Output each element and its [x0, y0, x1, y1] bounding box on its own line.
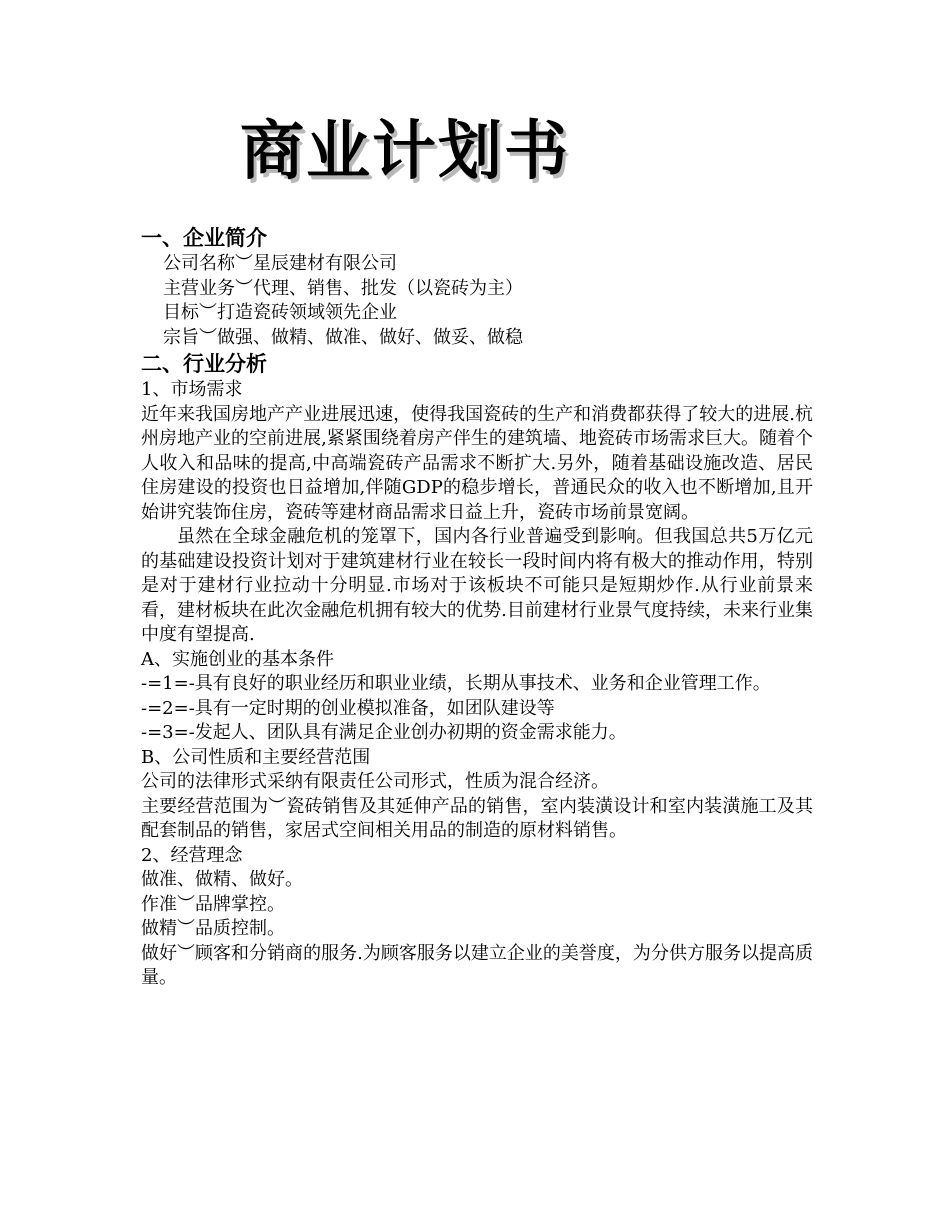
section-heading-industry-analysis: 二、行业分析 — [141, 352, 267, 376]
subheading-market-demand: 1、市场需求 — [141, 379, 243, 400]
section-heading-company-intro: 一、企业简介 — [141, 226, 267, 250]
purpose-line: 宗旨︶做强、做精、做准、做好、做妥、做稳 — [163, 326, 523, 348]
company-nature-line: 公司的法律形式采纳有限责任公司形式，性质为混合经济。 — [141, 771, 609, 792]
condition-item-1: -=1=-具有良好的职业经历和职业业绩，长期从事技术、业务和企业管理工作。 — [141, 673, 771, 694]
philosophy-brand-control: 作准︶品牌掌控。 — [141, 893, 285, 915]
philosophy-quality-control: 做精︶品质控制。 — [141, 918, 285, 939]
paragraph-market-demand: 近年来我国房地产产业进展迅速，使得我国瓷砖的生产和消费都获得了较大的进展.杭州房地产业的空前进展,紧紧围绕着房产伴生的建筑墙、地瓷砖市场需求巨大。随着个人收入和品味的提高,中高端瓷砖产品需求不断扩大.另外，随着基础设施改造、居民住房建设的投资也日益增加,伴随GDP的稳步增长，普通民众的收入也不断增加,且开始讲究装饰住房，瓷砖等建材商品需求日益上升，瓷砖市场前景宽阔。 — [141, 403, 813, 523]
subheading-company-nature: B、公司性质和主要经营范围 — [141, 746, 371, 768]
condition-item-3: -=3=-发起人、团队具有满足企业创办初期的资金需求能力。 — [141, 722, 627, 743]
business-scope-paragraph: 主要经营范围为︶瓷砖销售及其延伸产品的销售，室内装潢设计和室内装潢施工及其配套制品的销售，家居式空间相关用品的制造的原材料销售。 — [141, 795, 813, 841]
main-business-line: 主营业务︶代理、销售、批发（以瓷砖为主） — [163, 277, 523, 299]
paragraph-financial-crisis: 虽然在全球金融危机的笼罩下，国内各行业普遍受到影响。但我国总共5万亿元的基础建设投资计划对于建筑建材行业在较长一段时间内将有极大的推动作用，特别是对于建材行业拉动十分明显.市场对于该板块不可能只是短期炒作.从行业前景来看，建材板块在此次金融危机拥有较大的优势.目前建材行业景气度持续，未来行业集中度有望提高. — [141, 526, 813, 645]
document-title: 商业计划书 — [240, 115, 570, 189]
document-body — [141, 224, 813, 991]
subheading-business-philosophy: 2、经营理念 — [141, 844, 243, 866]
philosophy-summary: 做准、做精、做好。 — [141, 869, 303, 890]
philosophy-service: 做好︶顾客和分销商的服务.为顾客服务以建立企业的美誉度，为分供方服务以提高质量。 — [141, 942, 813, 988]
subheading-basic-conditions: A、实施创业的基本条件 — [141, 648, 334, 670]
company-name-line: 公司名称︶星辰建材有限公司 — [163, 253, 397, 274]
goal-line: 目标︶打造瓷砖领域领先企业 — [163, 302, 397, 323]
condition-item-2: -=2=-具有一定时期的创业模拟准备，如团队建设等 — [141, 697, 555, 719]
